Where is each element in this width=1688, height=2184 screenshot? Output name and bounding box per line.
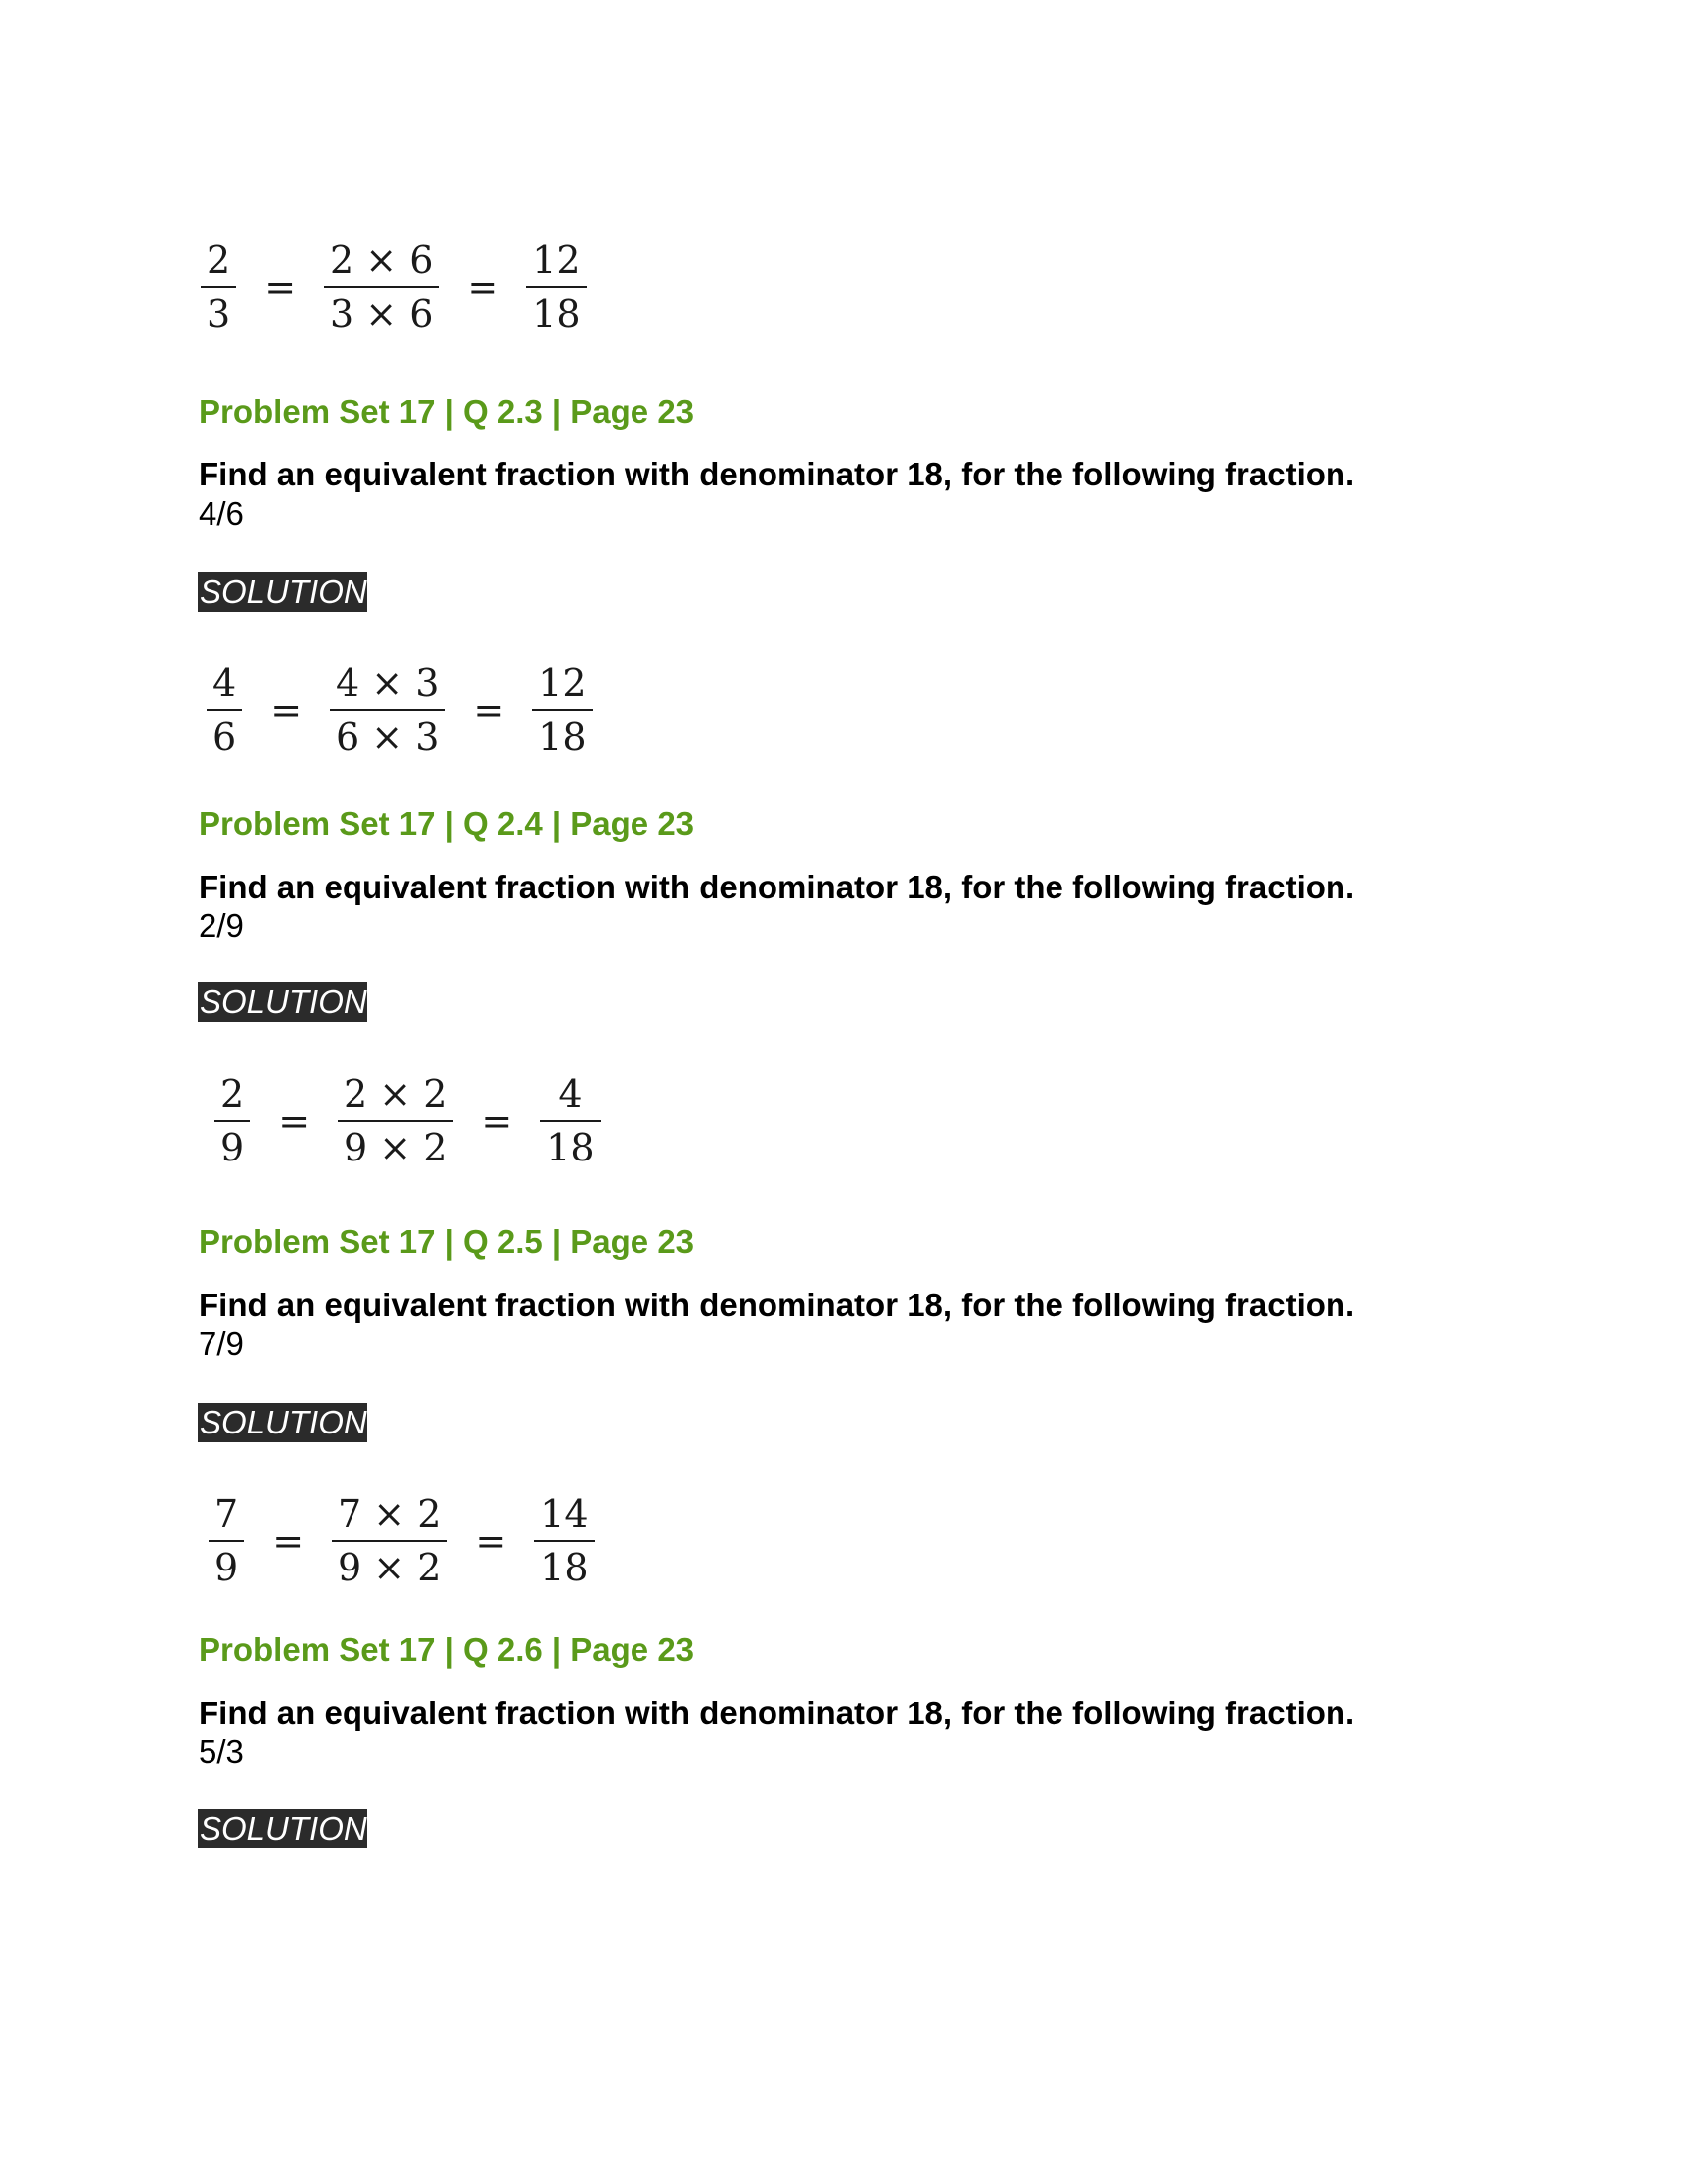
problem-question: Find an equivalent fraction with denominator 18, for the following fraction.: [199, 1287, 1355, 1323]
numerator: 4 × 3: [336, 661, 440, 705]
equals-sign: =: [272, 1519, 305, 1563]
solution-equation: [203, 657, 597, 762]
problem-heading: Problem Set 17 | Q 2.4 | Page 23: [199, 805, 695, 842]
numerator: 12: [532, 238, 581, 282]
equals-sign: =: [264, 265, 297, 309]
solution-label: SOLUTION: [200, 573, 367, 610]
problem-fraction: 5/3: [199, 1733, 244, 1770]
numerator: 7: [214, 1492, 239, 1536]
denominator: 18: [538, 715, 587, 758]
denominator: 3: [207, 292, 231, 336]
problem-fraction: 2/9: [199, 907, 244, 944]
solution-label: SOLUTION: [200, 983, 367, 1020]
numerator: 2 × 6: [330, 238, 434, 282]
numerator: 2: [207, 238, 231, 282]
numerator: 7 × 2: [338, 1492, 442, 1536]
fraction-mid: [328, 1488, 451, 1593]
numerator: 12: [538, 661, 587, 705]
denominator: 18: [540, 1546, 589, 1589]
denominator: 6: [212, 715, 237, 758]
fraction-mid: [326, 657, 449, 762]
numerator: 4: [558, 1072, 583, 1116]
problem-fraction: 7/9: [199, 1325, 244, 1362]
equals-sign: =: [481, 1099, 513, 1143]
problem-question: Find an equivalent fraction with denominator 18, for the following fraction.: [199, 869, 1355, 905]
fraction-lhs: [205, 1488, 248, 1593]
denominator: 9 × 2: [344, 1126, 448, 1169]
denominator: 18: [546, 1126, 595, 1169]
denominator: 6 × 3: [336, 715, 440, 758]
solution-equation: [205, 1488, 599, 1593]
solution-equation: [197, 234, 591, 340]
numerator: 14: [540, 1492, 589, 1536]
equals-sign: =: [473, 688, 505, 732]
problem-fraction: 4/6: [199, 495, 244, 532]
fraction-mid: [320, 234, 443, 340]
fraction-rhs: [528, 657, 596, 762]
numerator: 4: [212, 661, 237, 705]
problem-heading: Problem Set 17 | Q 2.6 | Page 23: [199, 1631, 695, 1668]
problem-question: Find an equivalent fraction with denominator 18, for the following fraction.: [199, 1695, 1355, 1731]
fraction-rhs: [530, 1488, 598, 1593]
problem-heading: Problem Set 17 | Q 2.5 | Page 23: [199, 1223, 695, 1260]
numerator: 2: [220, 1072, 245, 1116]
equals-sign: =: [475, 1519, 507, 1563]
fraction-rhs: [522, 234, 590, 340]
solution-equation: [211, 1068, 605, 1173]
problem-heading: Problem Set 17 | Q 2.3 | Page 23: [199, 393, 695, 430]
solution-label: SOLUTION: [200, 1810, 367, 1846]
fraction-lhs: [197, 234, 240, 340]
fraction-mid: [334, 1068, 457, 1173]
solution-label: SOLUTION: [200, 1404, 367, 1440]
equals-sign: =: [467, 265, 499, 309]
equals-sign: =: [278, 1099, 311, 1143]
equals-sign: =: [270, 688, 303, 732]
numerator: 2 × 2: [344, 1072, 448, 1116]
denominator: 9: [214, 1546, 239, 1589]
denominator: 9 × 2: [338, 1546, 442, 1589]
denominator: 3 × 6: [330, 292, 434, 336]
fraction-rhs: [536, 1068, 604, 1173]
problem-question: Find an equivalent fraction with denominator 18, for the following fraction.: [199, 456, 1355, 492]
denominator: 18: [532, 292, 581, 336]
fraction-lhs: [211, 1068, 254, 1173]
denominator: 9: [220, 1126, 245, 1169]
fraction-lhs: [203, 657, 246, 762]
